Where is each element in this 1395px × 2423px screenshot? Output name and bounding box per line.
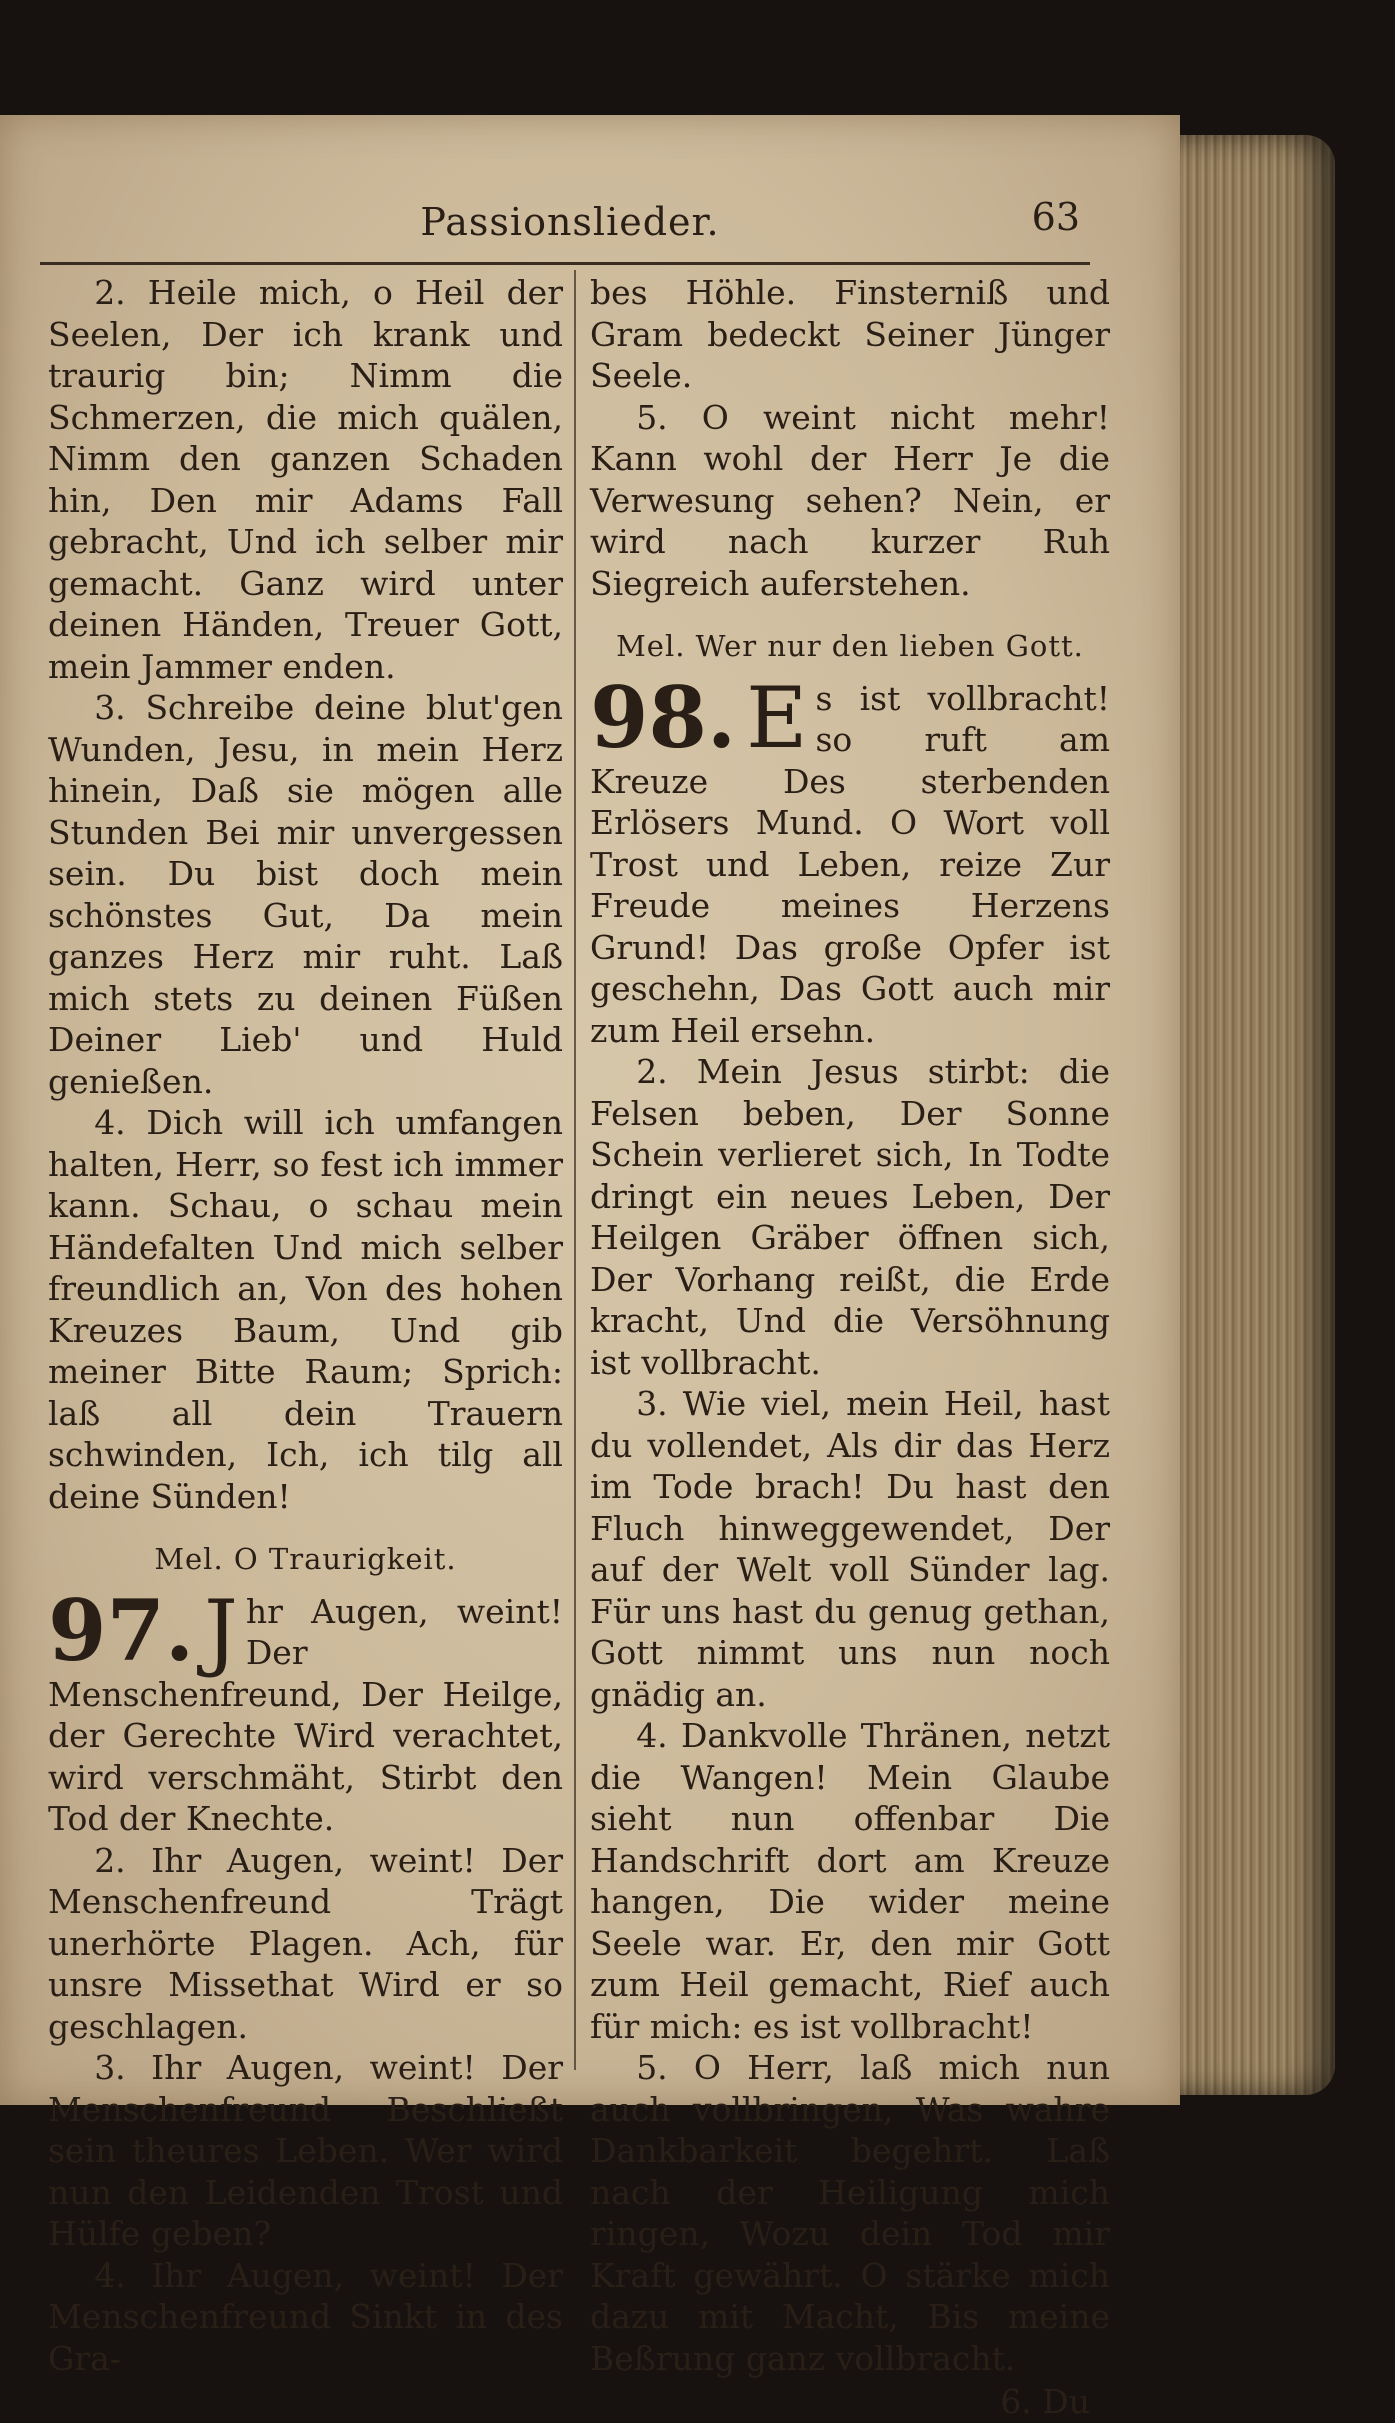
header-rule <box>40 262 1090 265</box>
verse-text: 2. Ihr Augen, weint! Der Menschenfreund Trägt unerhörte Plagen. Ach, für unsre Missethat Wird er so geschlagen. <box>48 1840 563 2046</box>
melody-line: Mel. O Traurigkeit. <box>154 1542 457 1576</box>
right-column <box>590 272 1110 2423</box>
melody-line: Mel. Wer nur den lieben Gott. <box>616 629 1084 663</box>
hymn-number: 98. <box>590 667 737 767</box>
verse-text: 4. Dankvolle Thränen, netzt die Wangen! Mein Glaube sieht nun offenbar Die Handschrift dort am Kreuze hangen, Die wider meine Seele war. Er, den mir Gott zum Heil gemacht, Rief auch für mich: es ist vollbracht! <box>590 1716 1110 2046</box>
verse-text: 4. Ihr Augen, weint! Der Menschenfreund Sinkt in des Gra- <box>48 2255 563 2378</box>
verse-text: s ist vollbracht! so ruft am Kreuze Des sterbenden Erlösers Mund. O Wort voll Trost und Leben, reize Zur Freude meines Herzens Grund! Das große Opfer ist geschehn, Das Gott auch mir zum Heil ersehn. <box>590 678 1110 1050</box>
page-header <box>40 195 1100 260</box>
verse-text: 4. Dich will ich umfangen halten, Herr, so fest ich immer kann. Schau, o schau mein Händefalten Und mich selber freundlich an, Von des hohen Kreuzes Baum, Und gib meiner Bitte Raum; Sprich: laß all dein Trauern schwinden, Ich, ich tilg all deine Sünden! <box>48 1103 563 1516</box>
page-number: 63 <box>1031 195 1080 239</box>
verse-text: bes Höhle. Finsterniß und Gram bedeckt Seiner Jünger Seele. <box>590 273 1110 395</box>
hymn-number: 97. <box>48 1580 195 1680</box>
verse-text: 2. Mein Jesus stirbt: die Felsen beben, Der Sonne Schein verlieret sich, In Todte dringt ein neues Leben, Der Heilgen Gräber öffnen sich, Der Vorhang reißt, die Erde kracht, Und die Versöhnung ist vollbracht. <box>590 1052 1110 1382</box>
page-edge <box>1155 135 1335 2095</box>
verse-text: 3. Ihr Augen, weint! Der Menschenfreund Beschließt sein theures Leben. Wer wird nun den Leidenden Trost und Hülfe geben? <box>48 2048 563 2253</box>
verse-text: 3. Schreibe deine blut'gen Wunden, Jesu, in mein Herz hinein, Daß sie mögen alle Stunden Bei mir unvergessen sein. Du bist doch mein schönstes Gut, Da mein ganzes Herz mir ruht. Laß mich stets zu deinen Füßen Deiner Lieb' und Huld genießen. <box>48 688 563 1101</box>
drop-initial: E <box>746 668 808 767</box>
drop-initial: J <box>204 1581 238 1680</box>
running-head: Passionslieder. <box>420 200 720 244</box>
catchword: 6. Du <box>1000 2382 1090 2421</box>
verse-text: 5. O weint nicht mehr! Kann wohl der Herr Je die Verwesung sehen? Nein, er wird nach kurzer Ruh Siegreich auferstehen. <box>590 397 1110 603</box>
left-column <box>48 272 563 2379</box>
verse-text: hr Augen, weint! Der Menschenfreund, Der Heilge, der Gerechte Wird verachtet, wird verschmäht, Stirbt den Tod der Knechte. <box>48 1591 563 1838</box>
column-divider <box>574 270 576 2070</box>
hymn-98 <box>590 667 1110 1052</box>
hymn-97 <box>48 1580 563 1840</box>
verse-text: 3. Wie viel, mein Heil, hast du vollendet, Als dir das Herz im Tode brach! Du hast den Fluch hinweggewendet, Der auf der Welt voll Sünder lag. Für uns hast du genug gethan, Gott nimmt uns nun noch gnädig an. <box>590 1384 1110 1714</box>
verse-text: 2. Heile mich, o Heil der Seelen, Der ich krank und traurig bin; Nimm die Schmerzen, die mich quälen, Nimm den ganzen Schaden hin, Den mir Adams Fall gebracht, Und ich selber mir gemacht. Ganz wird unter deinen Händen, Treuer Gott, mein Jammer enden. <box>48 273 563 686</box>
verse-text: 5. O Herr, laß mich nun auch vollbringen, Was wahre Dankbarkeit begehrt. Laß nach der Heiligung mich ringen, Wozu dein Tod mir Kraft gewährt. O stärke mich dazu mit Macht, Bis meine Beßrung ganz vollbracht. <box>590 2048 1110 2378</box>
